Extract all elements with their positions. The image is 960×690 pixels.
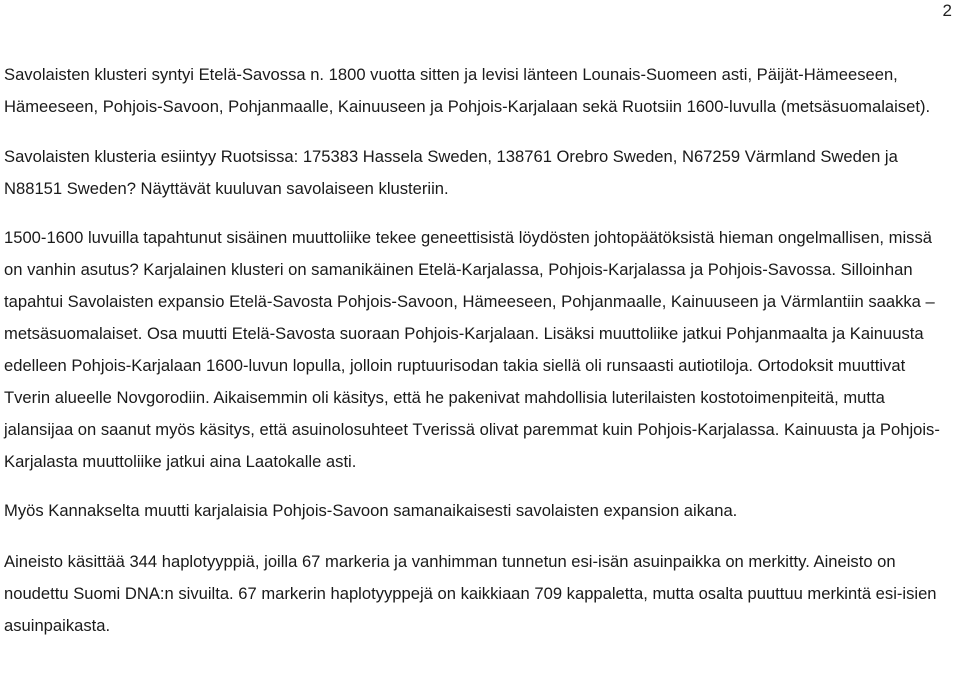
document-body xyxy=(4,59,952,642)
page-number: 2 xyxy=(942,1,952,20)
paragraph-ruotsi-klusteri: Savolaisten klusteria esiintyy Ruotsissa: 175383 Hassela Sweden, 138761 Orebro Sweden, N67259 Värmland Sweden ja N88151 Sweden? Näyttävät kuuluvan savolaiseen klusteriin. xyxy=(4,147,898,198)
paragraph-muuttoliike: 1500-1600 luvuilla tapahtunut sisäinen muuttoliike tekee geneettisistä löydösten johtopäätöksistä hieman ongelmallisen, missä on vanhin asutus? Karjalainen klusteri on samanikäinen Etelä-Karjalassa, Pohjois-Karjalassa ja Pohjois-Savossa. Silloinhan tapahtui Savolaisten expansio Etelä-Savosta Pohjois-Savoon, Hämeeseen, Pohjanmaalle, Kainuuseen ja Värmlantiin saakka – metsäsuomalaiset. Osa muutti Etelä-Savosta suoraan Pohjois-Karjalaan. Lisäksi muuttoliike jatkui Pohjanmaalta ja Kainuusta edelleen Pohjois-Karjalaan 1600-luvun lopulla, jolloin ruptuurisodan takia siellä oli runsaasti autiotiloja. Ortodoksit muuttivat Tverin alueelle Novgorodiin. Aikaisemmin oli käsitys, että he pakenivat mahdollisia luterilaisten kostotoimenpiteitä, mutta jalansijaa on saanut myös käsitys, että asuinolosuhteet Tverissä olivat paremmat kuin Pohjois-Karjalassa. Kainuusta ja Pohjois-Karjalasta muuttoliike jatkui aina Laatokalle asti. xyxy=(4,228,940,471)
paragraph-savolaisten-klusteri: Savolaisten klusteri syntyi Etelä-Savossa n. 1800 vuotta sitten ja levisi länteen Lounais-Suomeen asti, Päijät-Hämeeseen, Hämeeseen, Pohjois-Savoon, Pohjanmaalle, Kainuuseen ja Pohjois-Karjalaan sekä Ruotsiin 1600-luvulla (metsäsuomalaiset). xyxy=(4,65,931,116)
paragraph-aineisto: Aineisto käsittää 344 haplotyyppiä, joilla 67 markeria ja vanhimman tunnetun esi-isän asuinpaikka on merkitty. Aineisto on noudettu Suomi DNA:n sivuilta. 67 markerin haplotyyppejä on kaikkiaan 709 kappaletta, mutta osalta puuttuu merkintä esi-isien asuinpaikasta. xyxy=(4,552,937,635)
paragraph-kannas: Myös Kannakselta muutti karjalaisia Pohjois-Savoon samanaikaisesti savolaisten expansion aikana. xyxy=(4,501,738,520)
